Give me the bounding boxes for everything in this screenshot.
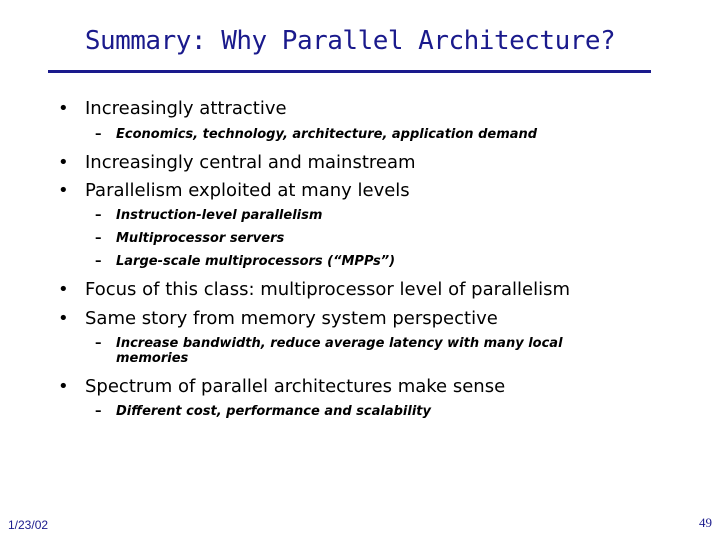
sub-bullet-economics xyxy=(95,127,537,142)
bullet-dot: • xyxy=(58,180,69,201)
sub-bullet-text: Different cost, performance and scalability xyxy=(116,404,431,419)
bullet-text: Same story from memory system perspective xyxy=(85,308,498,329)
bullet-dot: • xyxy=(58,98,69,119)
bullet-spectrum xyxy=(58,376,505,397)
sub-bullet-mpps xyxy=(95,254,395,269)
sub-bullet-servers xyxy=(95,231,284,246)
bullet-memory-perspective xyxy=(58,308,498,329)
bullet-text: Spectrum of parallel architectures make sense xyxy=(85,376,506,397)
title-underline xyxy=(48,70,651,73)
sub-bullet-dash: – xyxy=(95,404,102,419)
bullet-dot: • xyxy=(58,376,69,397)
bullet-text: Increasingly attractive xyxy=(85,98,287,119)
bullet-dot: • xyxy=(58,152,69,173)
sub-bullet-text: Increase bandwidth, reduce average latency with many local xyxy=(116,336,563,351)
bullet-central-mainstream xyxy=(58,152,416,173)
sub-bullet-bandwidth-continued xyxy=(95,351,188,366)
bullet-dot: • xyxy=(58,308,69,329)
sub-bullet-dash: – xyxy=(95,127,102,142)
sub-bullet-text: memories xyxy=(116,351,189,366)
sub-bullet-text: Economics, technology, architecture, application demand xyxy=(116,127,538,142)
sub-bullet-cost xyxy=(95,404,431,419)
sub-bullet-text: Multiprocessor servers xyxy=(116,231,285,246)
sub-bullet-dash: – xyxy=(95,231,102,246)
sub-bullet-text: Instruction-level parallelism xyxy=(116,208,323,223)
bullet-text: Focus of this class: multiprocessor level of parallelism xyxy=(85,279,571,300)
sub-bullet-ilp xyxy=(95,208,322,223)
sub-bullet-text: Large-scale multiprocessors (“MPPs”) xyxy=(116,254,396,269)
sub-bullet-dash: – xyxy=(95,254,102,269)
bullet-dot: • xyxy=(58,279,69,300)
sub-bullet-dash: – xyxy=(95,208,102,223)
page-number: 49 xyxy=(699,515,712,530)
bullet-parallelism-levels xyxy=(58,180,410,201)
bullet-text: Increasingly central and mainstream xyxy=(85,152,416,173)
bullet-text: Parallelism exploited at many levels xyxy=(85,180,410,201)
slide-title: Summary: Why Parallel Architecture? xyxy=(84,26,616,56)
sub-bullet-bandwidth xyxy=(95,336,563,351)
bullet-increasingly-attractive xyxy=(58,98,287,119)
footer-date: 1/23/02 xyxy=(8,518,49,532)
sub-bullet-dash: – xyxy=(95,336,102,351)
bullet-focus-of-class xyxy=(58,279,570,300)
